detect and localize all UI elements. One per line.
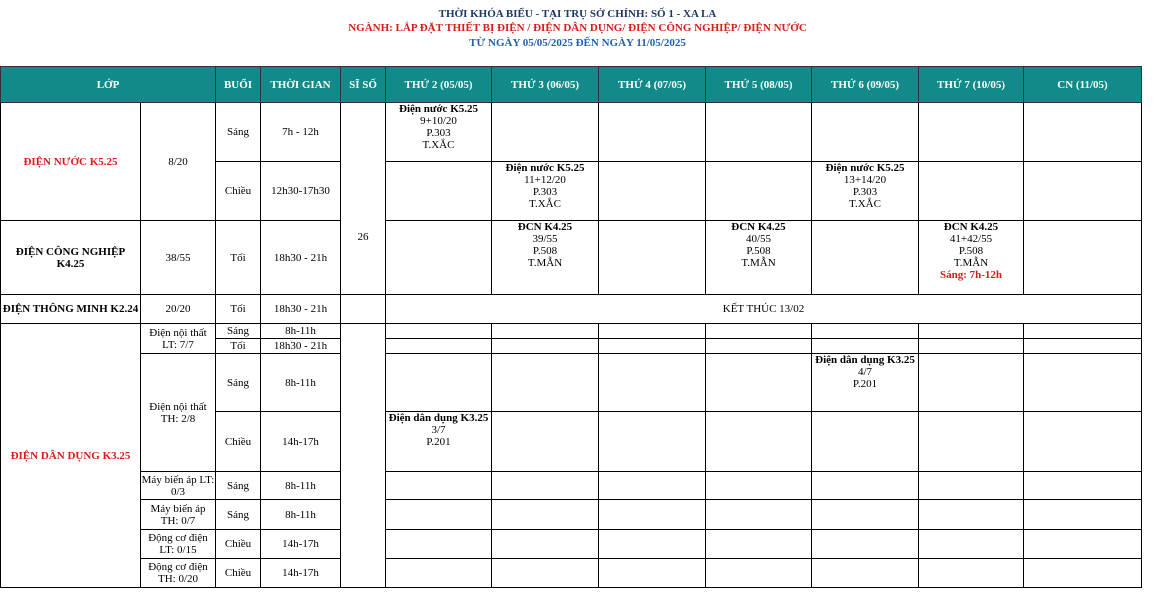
class-dien-nuoc: ĐIỆN NƯỚC K5.25 (1, 103, 141, 221)
col-header-thu3: THỨ 3 (06/05) (492, 67, 599, 103)
entry-room: P.303 (532, 186, 558, 198)
table-row (1, 559, 1142, 588)
class-ratio: 20/20 (141, 295, 216, 324)
empty-cell (386, 221, 492, 295)
schedule-entry (706, 221, 812, 295)
empty-cell (706, 500, 812, 530)
empty-cell (706, 559, 812, 588)
session-cell: Sáng (216, 472, 261, 500)
empty-cell (919, 339, 1024, 354)
session-cell: Tối (216, 295, 261, 324)
col-header-siso: SĨ SỐ (341, 67, 386, 103)
class-dan-dung: ĐIỆN DÂN DỤNG K3.25 (1, 324, 141, 588)
empty-cell (919, 559, 1024, 588)
schedule-entry (812, 162, 919, 221)
empty-cell (812, 472, 919, 500)
time-cell: 18h30 - 21h (261, 221, 341, 295)
empty-cell (599, 412, 706, 472)
entry-progress: 39/55 (532, 233, 558, 245)
col-header-thu7: THỨ 7 (10/05) (919, 67, 1024, 103)
entry-teacher: T.MẪN (953, 257, 989, 269)
empty-cell (386, 559, 492, 588)
empty-cell (599, 221, 706, 295)
empty-cell (919, 472, 1024, 500)
empty-cell (599, 500, 706, 530)
class-thong-minh: ĐIỆN THÔNG MINH K2.24 (1, 295, 141, 324)
entry-progress: 13+14/20 (843, 174, 887, 186)
entry-room: P.508 (958, 245, 984, 257)
entry-teacher: T.XẮC (422, 139, 455, 151)
empty-cell (812, 221, 919, 295)
empty-cell (386, 472, 492, 500)
schedule-entry (386, 412, 492, 472)
entry-room: P.303 (426, 127, 451, 139)
empty-cell (812, 324, 919, 339)
subject-cell: Động cơ điện TH: 0/20 (141, 559, 216, 588)
entry-progress: 41+42/55 (949, 233, 993, 245)
session-cell: Chiều (216, 412, 261, 472)
time-cell: 8h-11h (261, 472, 341, 500)
empty-cell (386, 339, 492, 354)
entry-title: Điện dân dụng K3.25 (815, 354, 915, 366)
subject-cell: Điện nội thất TH: 2/8 (141, 354, 216, 472)
empty-cell (599, 339, 706, 354)
empty-cell (1024, 354, 1142, 412)
empty-cell (706, 530, 812, 559)
empty-cell (599, 162, 706, 221)
time-cell: 14h-17h (261, 412, 341, 472)
empty-cell (492, 412, 599, 472)
time-cell: 18h30 - 21h (261, 295, 341, 324)
entry-room: P.508 (746, 245, 771, 257)
time-cell: 7h - 12h (261, 103, 341, 162)
table-row (1, 472, 1142, 500)
session-cell: Sáng (216, 103, 261, 162)
session-cell: Tối (216, 339, 261, 354)
schedule-entry (812, 354, 919, 412)
empty-cell (919, 354, 1024, 412)
schedule-entry (919, 221, 1024, 295)
entry-room: P.303 (852, 186, 878, 198)
table-row (1, 500, 1142, 530)
time-cell: 8h-11h (261, 324, 341, 339)
empty-cell (1024, 324, 1142, 339)
entry-progress: 9+10/20 (420, 115, 457, 127)
empty-cell (919, 103, 1024, 162)
time-cell: 8h-11h (261, 500, 341, 530)
entry-progress: 4/7 (857, 366, 873, 378)
empty-cell (1024, 221, 1142, 295)
entry-title: ĐCN K4.25 (943, 221, 999, 233)
empty-cell (386, 324, 492, 339)
empty-cell (386, 500, 492, 530)
entry-teacher: T.XẮC (849, 198, 881, 210)
col-header-buoi: BUỔI (216, 67, 261, 103)
entry-title: ĐCN K4.25 (517, 221, 573, 233)
header-row (1, 67, 1142, 103)
empty-cell (492, 500, 599, 530)
empty-cell (812, 412, 919, 472)
subject-cell: Máy biến áp LT: 0/3 (141, 473, 215, 498)
empty-cell (812, 103, 919, 162)
siso-cell (341, 103, 386, 295)
col-header-thu5: THỨ 5 (08/05) (706, 67, 812, 103)
session-cell: Sáng (216, 500, 261, 530)
siso-value: 26 (357, 230, 369, 243)
empty-cell (492, 559, 599, 588)
empty-cell (1024, 530, 1142, 559)
title-line-1: THỜI KHÓA BIỂU - TẠI TRỤ SỞ CHÍNH: SỐ 1 - XA LA (438, 8, 717, 20)
empty-cell (812, 559, 919, 588)
class-cong-nghiep: ĐIỆN CÔNG NGHIỆP K4.25 (1, 221, 141, 295)
title-line-3: TỪ NGÀY 05/05/2025 ĐẾN NGÀY 11/05/2025 (469, 37, 686, 49)
entry-room: P.508 (532, 245, 558, 257)
session-cell: Chiều (216, 559, 261, 588)
class-ratio: 8/20 (141, 103, 216, 221)
empty-cell (812, 500, 919, 530)
table-row (1, 354, 1142, 412)
subject-cell: Động cơ điện LT: 0/15 (141, 530, 216, 559)
empty-cell (919, 412, 1024, 472)
table-row (1, 221, 1142, 295)
empty-cell (1024, 162, 1142, 221)
entry-teacher: T.MẪN (527, 257, 563, 269)
session-cell: Sáng (216, 354, 261, 412)
col-header-thoigian: THỜI GIAN (261, 67, 341, 103)
entry-progress: 11+12/20 (524, 174, 566, 186)
col-header-thu2: THỨ 2 (05/05) (386, 67, 492, 103)
title-line-2: NGÀNH: LẮP ĐẶT THIẾT BỊ ĐIỆN / ĐIỆN DÂN DỤNG/ ĐIỆN CÔNG NGHIỆP/ ĐIỆN NƯỚC (348, 22, 807, 34)
empty-cell (386, 354, 492, 412)
siso-cell (341, 324, 386, 588)
empty-cell (812, 530, 919, 559)
empty-cell (492, 530, 599, 559)
end-note: KẾT THÚC 13/02 (386, 295, 1142, 324)
entry-title: Điện nước K5.25 (825, 162, 905, 174)
schedule-entry (492, 162, 599, 221)
entry-title: ĐCN K4.25 (731, 221, 786, 233)
entry-teacher: T.XẮC (529, 198, 561, 210)
empty-cell (1024, 412, 1142, 472)
empty-cell (341, 295, 386, 324)
empty-cell (599, 103, 706, 162)
entry-title: Điện nước K5.25 (399, 103, 478, 115)
time-cell: 14h-17h (261, 530, 341, 559)
empty-cell (492, 339, 599, 354)
timetable (0, 66, 1142, 588)
empty-cell (706, 354, 812, 412)
empty-cell (919, 500, 1024, 530)
table-row (1, 324, 1142, 339)
empty-cell (812, 339, 919, 354)
empty-cell (599, 472, 706, 500)
entry-note: Sáng: 7h-12h (939, 269, 1003, 281)
session-cell: Sáng (216, 324, 261, 339)
empty-cell (599, 559, 706, 588)
empty-cell (492, 103, 599, 162)
col-header-thu4: THỨ 4 (07/05) (599, 67, 706, 103)
empty-cell (1024, 500, 1142, 530)
empty-cell (706, 412, 812, 472)
entry-title: Điện dân dụng K3.25 (388, 412, 489, 424)
schedule-entry (386, 103, 492, 162)
entry-title: Điện nước K5.25 (505, 162, 585, 174)
empty-cell (706, 339, 812, 354)
col-header-cn: CN (11/05) (1024, 67, 1142, 103)
session-cell: Chiều (216, 530, 261, 559)
empty-cell (492, 472, 599, 500)
session-cell: Chiều (216, 162, 261, 221)
empty-cell (706, 324, 812, 339)
empty-cell (492, 324, 599, 339)
empty-cell (706, 103, 812, 162)
empty-cell (919, 530, 1024, 559)
class-ratio: 38/55 (141, 221, 216, 295)
entry-teacher: T.MẪN (741, 257, 776, 269)
table-row (1, 103, 1142, 162)
empty-cell (1024, 103, 1142, 162)
time-cell: 12h30-17h30 (261, 162, 341, 221)
subject-cell: Điện nội thất LT: 7/7 (141, 324, 216, 354)
table-row (1, 295, 1142, 324)
col-header-lop: LỚP (1, 67, 216, 103)
empty-cell (1024, 339, 1142, 354)
col-header-thu6: THỨ 6 (09/05) (812, 67, 919, 103)
empty-cell (492, 354, 599, 412)
empty-cell (386, 530, 492, 559)
entry-room: P.201 (852, 378, 878, 390)
empty-cell (706, 162, 812, 221)
entry-progress: 40/55 (745, 233, 772, 245)
empty-cell (599, 324, 706, 339)
empty-cell (1024, 559, 1142, 588)
empty-cell (919, 324, 1024, 339)
time-cell: 8h-11h (261, 354, 341, 412)
time-cell: 18h30 - 21h (261, 339, 341, 354)
time-cell: 14h-17h (261, 559, 341, 588)
empty-cell (599, 354, 706, 412)
subject-cell: Máy biến áp TH: 0/7 (141, 500, 216, 530)
entry-progress: 3/7 (431, 424, 446, 436)
schedule-entry (492, 221, 599, 295)
table-row (1, 530, 1142, 559)
session-cell: Tối (216, 221, 261, 295)
empty-cell (386, 162, 492, 221)
empty-cell (706, 472, 812, 500)
empty-cell (919, 162, 1024, 221)
entry-room: P.201 (426, 436, 451, 448)
empty-cell (599, 530, 706, 559)
empty-cell (1024, 472, 1142, 500)
